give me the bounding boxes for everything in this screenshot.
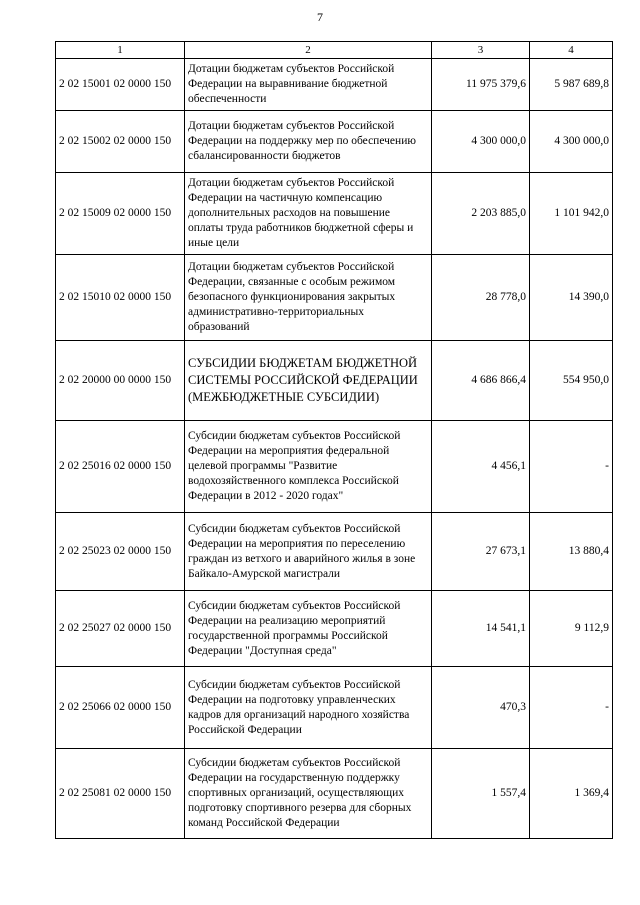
table-row bbox=[56, 111, 613, 173]
row-value-col3: 28 778,0 bbox=[432, 255, 530, 341]
row-value-col3: 470,3 bbox=[432, 667, 530, 749]
row-code: 2 02 25016 02 0000 150 bbox=[56, 421, 185, 513]
row-value-col3: 4 300 000,0 bbox=[432, 111, 530, 173]
row-description: Дотации бюджетам субъектов Российской Федерации на выравнивание бюджетной обеспеченности bbox=[185, 59, 432, 111]
table-row bbox=[56, 513, 613, 591]
row-description: Дотации бюджетам субъектов Российской Федерации на поддержку мер по обеспечению сбалансированности бюджетов bbox=[185, 111, 432, 173]
column-header-2: 2 bbox=[185, 42, 432, 59]
column-header-3: 3 bbox=[432, 42, 530, 59]
table-row bbox=[56, 421, 613, 513]
column-header-1: 1 bbox=[56, 42, 185, 59]
row-value-col3: 11 975 379,6 bbox=[432, 59, 530, 111]
row-description: Субсидии бюджетам субъектов Российской Федерации на реализацию мероприятий государственной программы Российской Федерации "Доступная среда" bbox=[185, 591, 432, 667]
row-description: Субсидии бюджетам субъектов Российской Федерации на мероприятия федеральной целевой программы "Развитие водохозяйственного комплекса Российской Федерации в 2012 - 2020 годах" bbox=[185, 421, 432, 513]
table-row bbox=[56, 341, 613, 421]
row-value-col3: 1 557,4 bbox=[432, 749, 530, 839]
header-row bbox=[56, 42, 613, 59]
row-description: Субсидии бюджетам субъектов Российской Федерации на подготовку управленческих кадров для организаций народного хозяйства Российской Федерации bbox=[185, 667, 432, 749]
table-row bbox=[56, 749, 613, 839]
row-code: 2 02 15010 02 0000 150 bbox=[56, 255, 185, 341]
row-description: СУБСИДИИ БЮДЖЕТАМ БЮДЖЕТНОЙ СИСТЕМЫ РОССИЙСКОЙ ФЕДЕРАЦИИ (МЕЖБЮДЖЕТНЫЕ СУБСИДИИ) bbox=[185, 341, 432, 421]
row-value-col4: 13 880,4 bbox=[530, 513, 613, 591]
row-description: Дотации бюджетам субъектов Российской Федерации, связанные с особым режимом безопасного функционирования закрытых административно-территориальных образований bbox=[185, 255, 432, 341]
row-value-col3: 4 686 866,4 bbox=[432, 341, 530, 421]
row-description: Субсидии бюджетам субъектов Российской Федерации на мероприятия по переселению граждан из ветхого и аварийного жилья в зоне Байкало-Амурской магистрали bbox=[185, 513, 432, 591]
row-description: Субсидии бюджетам субъектов Российской Федерации на государственную поддержку спортивных организаций, осуществляющих подготовку спортивного резерва для сборных команд Российской Федерации bbox=[185, 749, 432, 839]
table-row bbox=[56, 667, 613, 749]
budget-table bbox=[55, 41, 613, 839]
column-header-4: 4 bbox=[530, 42, 613, 59]
row-code: 2 02 25023 02 0000 150 bbox=[56, 513, 185, 591]
row-value-col4: 554 950,0 bbox=[530, 341, 613, 421]
row-value-col4: 1 101 942,0 bbox=[530, 173, 613, 255]
row-value-col4: 5 987 689,8 bbox=[530, 59, 613, 111]
row-value-col3: 4 456,1 bbox=[432, 421, 530, 513]
row-value-col4: - bbox=[530, 421, 613, 513]
row-code: 2 02 15001 02 0000 150 bbox=[56, 59, 185, 111]
row-code: 2 02 25081 02 0000 150 bbox=[56, 749, 185, 839]
row-code: 2 02 15002 02 0000 150 bbox=[56, 111, 185, 173]
row-value-col4: 1 369,4 bbox=[530, 749, 613, 839]
row-value-col3: 27 673,1 bbox=[432, 513, 530, 591]
row-value-col3: 2 203 885,0 bbox=[432, 173, 530, 255]
row-code: 2 02 25027 02 0000 150 bbox=[56, 591, 185, 667]
row-value-col4: 14 390,0 bbox=[530, 255, 613, 341]
row-code: 2 02 20000 00 0000 150 bbox=[56, 341, 185, 421]
row-code: 2 02 15009 02 0000 150 bbox=[56, 173, 185, 255]
row-value-col4: 9 112,9 bbox=[530, 591, 613, 667]
row-value-col4: - bbox=[530, 667, 613, 749]
table-row bbox=[56, 59, 613, 111]
table-row bbox=[56, 591, 613, 667]
row-value-col4: 4 300 000,0 bbox=[530, 111, 613, 173]
row-code: 2 02 25066 02 0000 150 bbox=[56, 667, 185, 749]
page-number: 7 bbox=[317, 10, 323, 24]
table-row bbox=[56, 173, 613, 255]
table-row bbox=[56, 255, 613, 341]
row-value-col3: 14 541,1 bbox=[432, 591, 530, 667]
row-description: Дотации бюджетам субъектов Российской Федерации на частичную компенсацию дополнительных расходов на повышение оплаты труда работников бюджетной сферы и иные цели bbox=[185, 173, 432, 255]
